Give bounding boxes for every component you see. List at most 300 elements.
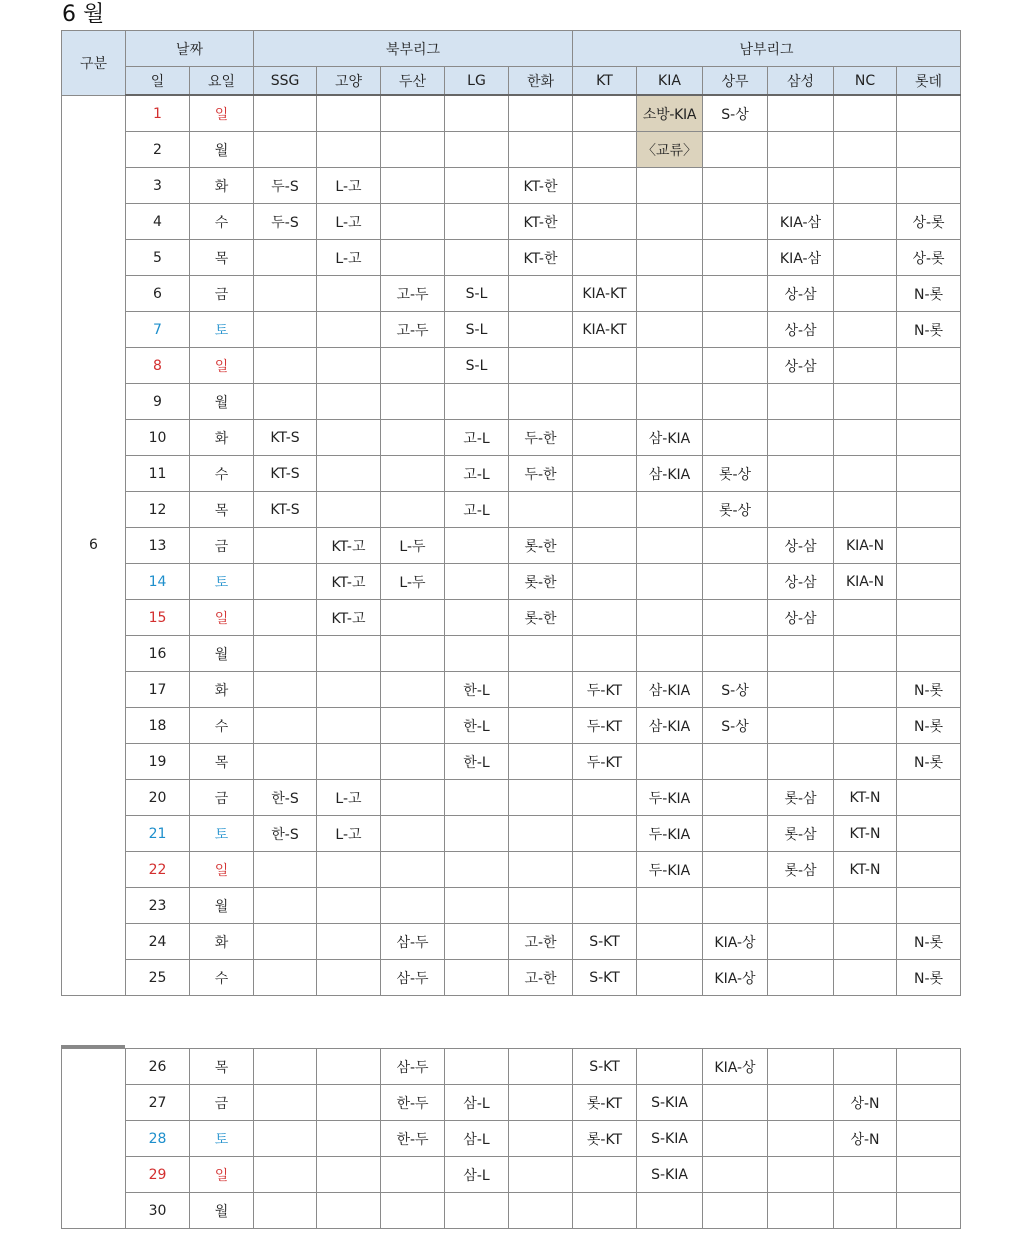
day-cell: 22	[126, 852, 190, 888]
game-cell	[637, 168, 703, 204]
day-cell: 9	[126, 384, 190, 420]
game-cell: 두-한	[509, 456, 573, 492]
weekday-cell: 일	[190, 852, 254, 888]
game-cell: KIA-삼	[768, 240, 834, 276]
day-cell: 1	[126, 95, 190, 132]
game-cell	[445, 132, 509, 168]
game-cell	[381, 132, 445, 168]
game-cell	[509, 1157, 573, 1193]
game-cell	[768, 1085, 834, 1121]
game-cell	[703, 1157, 768, 1193]
game-cell	[573, 888, 637, 924]
game-cell	[637, 636, 703, 672]
game-cell	[254, 528, 317, 564]
game-cell	[897, 1049, 961, 1085]
game-cell	[317, 312, 381, 348]
game-cell: 고-한	[509, 924, 573, 960]
game-cell: 상-롯	[897, 204, 961, 240]
table-row	[62, 564, 961, 600]
game-cell: 고-한	[509, 960, 573, 996]
header-team: 롯데	[897, 67, 961, 96]
game-cell	[703, 276, 768, 312]
game-cell	[254, 744, 317, 780]
weekday-cell: 월	[190, 1193, 254, 1229]
header-team: 상무	[703, 67, 768, 96]
header-team: 한화	[509, 67, 573, 96]
game-cell	[573, 564, 637, 600]
game-cell	[509, 492, 573, 528]
game-cell	[317, 924, 381, 960]
game-cell	[317, 384, 381, 420]
game-cell: N-롯	[897, 276, 961, 312]
header-team: 두산	[381, 67, 445, 96]
game-cell	[637, 528, 703, 564]
game-cell: N-롯	[897, 960, 961, 996]
day-cell: 23	[126, 888, 190, 924]
table-row	[62, 132, 961, 168]
game-cell	[254, 1157, 317, 1193]
game-cell	[573, 492, 637, 528]
game-cell: N-롯	[897, 312, 961, 348]
game-cell	[317, 1049, 381, 1085]
table-row	[62, 528, 961, 564]
game-cell	[834, 492, 897, 528]
game-cell	[381, 636, 445, 672]
game-cell	[768, 672, 834, 708]
game-cell	[445, 240, 509, 276]
header-team: KIA	[637, 67, 703, 96]
weekday-cell: 일	[190, 348, 254, 384]
game-cell: 롯-KT	[573, 1121, 637, 1157]
game-cell	[768, 1049, 834, 1085]
game-cell	[768, 420, 834, 456]
game-cell: 삼-KIA	[637, 456, 703, 492]
game-cell: KIA-상	[703, 924, 768, 960]
game-cell	[509, 1193, 573, 1229]
game-cell: 롯-삼	[768, 852, 834, 888]
table-row	[62, 672, 961, 708]
weekday-cell: 월	[190, 636, 254, 672]
game-cell	[254, 564, 317, 600]
game-cell	[573, 456, 637, 492]
game-cell	[768, 456, 834, 492]
game-cell	[834, 348, 897, 384]
month-group-cell	[62, 1049, 126, 1229]
game-cell	[637, 348, 703, 384]
header-team: LG	[445, 67, 509, 96]
game-cell	[703, 780, 768, 816]
game-cell: KT-고	[317, 528, 381, 564]
game-cell	[703, 1193, 768, 1229]
day-cell: 7	[126, 312, 190, 348]
game-cell: 한-L	[445, 672, 509, 708]
day-cell: 4	[126, 204, 190, 240]
game-cell	[703, 1121, 768, 1157]
game-cell: S-상	[703, 672, 768, 708]
weekday-cell: 목	[190, 1049, 254, 1085]
game-cell	[317, 132, 381, 168]
game-cell: KT-N	[834, 852, 897, 888]
weekday-cell: 월	[190, 384, 254, 420]
game-cell: 삼-두	[381, 1049, 445, 1085]
game-cell: 롯-한	[509, 528, 573, 564]
game-cell	[254, 924, 317, 960]
game-cell: 삼-KIA	[637, 708, 703, 744]
day-cell: 11	[126, 456, 190, 492]
game-cell: KT-S	[254, 420, 317, 456]
day-cell: 14	[126, 564, 190, 600]
table-row	[62, 1085, 961, 1121]
table-row	[62, 312, 961, 348]
game-cell	[637, 1049, 703, 1085]
game-cell: KT-한	[509, 240, 573, 276]
game-cell	[703, 168, 768, 204]
game-cell	[768, 1121, 834, 1157]
game-cell	[834, 276, 897, 312]
game-cell: L-두	[381, 528, 445, 564]
game-cell	[897, 348, 961, 384]
weekday-cell: 월	[190, 888, 254, 924]
game-cell	[381, 708, 445, 744]
game-cell: KT-고	[317, 564, 381, 600]
game-cell: S-KT	[573, 924, 637, 960]
game-cell: S-KT	[573, 960, 637, 996]
game-cell	[445, 1193, 509, 1229]
weekday-cell: 금	[190, 1085, 254, 1121]
game-cell	[254, 888, 317, 924]
game-cell: 롯-KT	[573, 1085, 637, 1121]
game-cell	[573, 1193, 637, 1229]
game-cell: S-KIA	[637, 1085, 703, 1121]
game-cell	[445, 924, 509, 960]
game-cell	[834, 744, 897, 780]
game-cell	[897, 168, 961, 204]
game-cell: S-L	[445, 348, 509, 384]
weekday-cell: 화	[190, 420, 254, 456]
game-cell	[637, 240, 703, 276]
game-cell: 상-삼	[768, 276, 834, 312]
game-cell	[381, 204, 445, 240]
game-cell: N-롯	[897, 708, 961, 744]
game-cell	[897, 420, 961, 456]
game-cell	[254, 636, 317, 672]
day-cell: 30	[126, 1193, 190, 1229]
day-cell: 17	[126, 672, 190, 708]
game-cell	[897, 780, 961, 816]
game-cell: KT-N	[834, 780, 897, 816]
header-south-league: 남부리그	[573, 31, 961, 67]
day-cell: 24	[126, 924, 190, 960]
game-cell: 삼-L	[445, 1085, 509, 1121]
game-cell	[573, 600, 637, 636]
game-cell	[254, 960, 317, 996]
game-cell	[509, 708, 573, 744]
table-row	[62, 960, 961, 996]
game-cell	[254, 1049, 317, 1085]
game-cell	[381, 168, 445, 204]
game-cell	[703, 852, 768, 888]
weekday-cell: 월	[190, 132, 254, 168]
game-cell: 상-롯	[897, 240, 961, 276]
game-cell	[509, 312, 573, 348]
day-cell: 16	[126, 636, 190, 672]
game-cell: 상-삼	[768, 528, 834, 564]
game-cell: N-롯	[897, 744, 961, 780]
game-cell: 고-L	[445, 492, 509, 528]
game-cell: N-롯	[897, 672, 961, 708]
game-cell: 롯-삼	[768, 816, 834, 852]
game-cell	[768, 708, 834, 744]
game-cell: S-L	[445, 276, 509, 312]
game-cell	[317, 960, 381, 996]
game-cell: 두-KT	[573, 672, 637, 708]
game-cell: 삼-두	[381, 924, 445, 960]
game-cell	[834, 1157, 897, 1193]
game-cell: KIA-N	[834, 564, 897, 600]
weekday-cell: 금	[190, 276, 254, 312]
game-cell	[768, 888, 834, 924]
weekday-cell: 토	[190, 816, 254, 852]
game-cell: 두-KIA	[637, 816, 703, 852]
game-cell	[254, 384, 317, 420]
game-cell	[573, 384, 637, 420]
game-cell: 롯-삼	[768, 780, 834, 816]
game-cell	[317, 636, 381, 672]
weekday-cell: 일	[190, 95, 254, 132]
table-row	[62, 888, 961, 924]
game-cell	[834, 600, 897, 636]
game-cell	[381, 1157, 445, 1193]
game-cell: 고-두	[381, 312, 445, 348]
month-group-cell: 6	[62, 95, 126, 996]
table-row	[62, 1049, 961, 1085]
game-cell	[509, 132, 573, 168]
game-cell: KIA-N	[834, 528, 897, 564]
game-cell: KT-N	[834, 816, 897, 852]
table-row	[62, 348, 961, 384]
game-cell: 소방-KIA	[637, 95, 703, 132]
game-cell: 롯-상	[703, 456, 768, 492]
game-cell	[254, 348, 317, 384]
game-cell	[768, 636, 834, 672]
game-cell	[573, 636, 637, 672]
table-row	[62, 420, 961, 456]
day-cell: 6	[126, 276, 190, 312]
game-cell: S-상	[703, 95, 768, 132]
weekday-cell: 화	[190, 672, 254, 708]
game-cell	[703, 528, 768, 564]
game-cell	[509, 1085, 573, 1121]
weekday-cell: 목	[190, 492, 254, 528]
game-cell	[897, 1193, 961, 1229]
game-cell	[573, 95, 637, 132]
game-cell	[834, 1049, 897, 1085]
table-row	[62, 240, 961, 276]
table-row	[62, 780, 961, 816]
game-cell: 두-KIA	[637, 852, 703, 888]
game-cell	[768, 960, 834, 996]
game-cell	[897, 384, 961, 420]
game-cell: L-고	[317, 204, 381, 240]
game-cell	[509, 852, 573, 888]
game-cell	[768, 1193, 834, 1229]
game-cell	[381, 816, 445, 852]
game-cell	[445, 888, 509, 924]
game-cell	[703, 744, 768, 780]
game-cell	[445, 852, 509, 888]
game-cell	[254, 132, 317, 168]
game-cell	[637, 924, 703, 960]
game-cell	[254, 1085, 317, 1121]
game-cell	[445, 564, 509, 600]
game-cell: L-고	[317, 816, 381, 852]
game-cell	[834, 132, 897, 168]
game-cell: 삼-두	[381, 960, 445, 996]
table-row	[62, 1121, 961, 1157]
table-row	[62, 708, 961, 744]
game-cell	[897, 636, 961, 672]
day-cell: 12	[126, 492, 190, 528]
game-cell	[509, 384, 573, 420]
game-cell	[445, 384, 509, 420]
game-cell	[317, 348, 381, 384]
game-cell	[573, 1157, 637, 1193]
game-cell: 고-L	[445, 420, 509, 456]
game-cell	[834, 384, 897, 420]
game-cell	[317, 744, 381, 780]
game-cell	[573, 240, 637, 276]
game-cell	[768, 744, 834, 780]
day-cell: 28	[126, 1121, 190, 1157]
game-cell	[254, 852, 317, 888]
game-cell	[768, 132, 834, 168]
game-cell	[703, 348, 768, 384]
game-cell: 삼-KIA	[637, 672, 703, 708]
weekday-cell: 금	[190, 780, 254, 816]
game-cell	[445, 528, 509, 564]
header-team: SSG	[254, 67, 317, 96]
game-cell	[317, 1121, 381, 1157]
header-team: KT	[573, 67, 637, 96]
day-cell: 5	[126, 240, 190, 276]
header-team: NC	[834, 67, 897, 96]
game-cell	[834, 204, 897, 240]
game-cell: KT-한	[509, 168, 573, 204]
game-cell: 한-두	[381, 1085, 445, 1121]
game-cell	[703, 132, 768, 168]
game-cell: S-상	[703, 708, 768, 744]
day-cell: 25	[126, 960, 190, 996]
game-cell	[381, 456, 445, 492]
game-cell	[254, 1193, 317, 1229]
table-row	[62, 1157, 961, 1193]
game-cell	[897, 564, 961, 600]
game-cell	[703, 564, 768, 600]
table-row	[62, 924, 961, 960]
game-cell: 상-N	[834, 1085, 897, 1121]
game-cell: 롯-한	[509, 600, 573, 636]
game-cell	[381, 384, 445, 420]
game-cell	[317, 888, 381, 924]
game-cell	[381, 744, 445, 780]
game-cell: 두-KT	[573, 744, 637, 780]
game-cell	[834, 456, 897, 492]
game-cell	[897, 1157, 961, 1193]
game-cell	[317, 456, 381, 492]
game-cell	[573, 528, 637, 564]
game-cell	[509, 348, 573, 384]
game-cell: KIA-상	[703, 960, 768, 996]
game-cell: 상-삼	[768, 312, 834, 348]
game-cell	[509, 780, 573, 816]
game-cell	[573, 816, 637, 852]
game-cell	[834, 708, 897, 744]
game-cell: 상-N	[834, 1121, 897, 1157]
game-cell	[897, 1085, 961, 1121]
weekday-cell: 금	[190, 528, 254, 564]
game-cell	[834, 960, 897, 996]
game-cell	[317, 95, 381, 132]
game-cell	[703, 240, 768, 276]
game-cell	[573, 168, 637, 204]
game-cell	[897, 492, 961, 528]
day-cell: 26	[126, 1049, 190, 1085]
day-cell: 29	[126, 1157, 190, 1193]
game-cell	[445, 95, 509, 132]
header-north-league: 북부리그	[254, 31, 573, 67]
game-cell	[317, 1157, 381, 1193]
game-cell	[834, 1193, 897, 1229]
game-cell	[381, 1193, 445, 1229]
game-cell	[254, 708, 317, 744]
game-cell: 한-S	[254, 816, 317, 852]
game-cell: 한-L	[445, 744, 509, 780]
game-cell	[317, 420, 381, 456]
weekday-cell: 일	[190, 1157, 254, 1193]
game-cell	[834, 420, 897, 456]
game-cell	[509, 888, 573, 924]
game-cell	[637, 960, 703, 996]
game-cell	[768, 384, 834, 420]
game-cell	[768, 492, 834, 528]
game-cell	[445, 960, 509, 996]
game-cell	[573, 780, 637, 816]
game-cell: 상-삼	[768, 564, 834, 600]
game-cell: 두-KT	[573, 708, 637, 744]
game-cell	[637, 384, 703, 420]
game-cell	[637, 744, 703, 780]
game-cell: 고-L	[445, 456, 509, 492]
header-group: 구분	[62, 31, 126, 96]
game-cell: S-KT	[573, 1049, 637, 1085]
game-cell: L-고	[317, 168, 381, 204]
game-cell	[897, 852, 961, 888]
game-cell	[834, 636, 897, 672]
game-cell: 한-두	[381, 1121, 445, 1157]
game-cell: 두-한	[509, 420, 573, 456]
game-cell	[703, 600, 768, 636]
game-cell	[703, 384, 768, 420]
game-cell	[317, 1085, 381, 1121]
game-cell	[381, 95, 445, 132]
header-team: 삼성	[768, 67, 834, 96]
game-cell	[768, 95, 834, 132]
weekday-cell: 수	[190, 708, 254, 744]
game-cell	[509, 816, 573, 852]
table-row	[62, 95, 961, 132]
game-cell	[445, 780, 509, 816]
header-weekday: 요일	[190, 67, 254, 96]
